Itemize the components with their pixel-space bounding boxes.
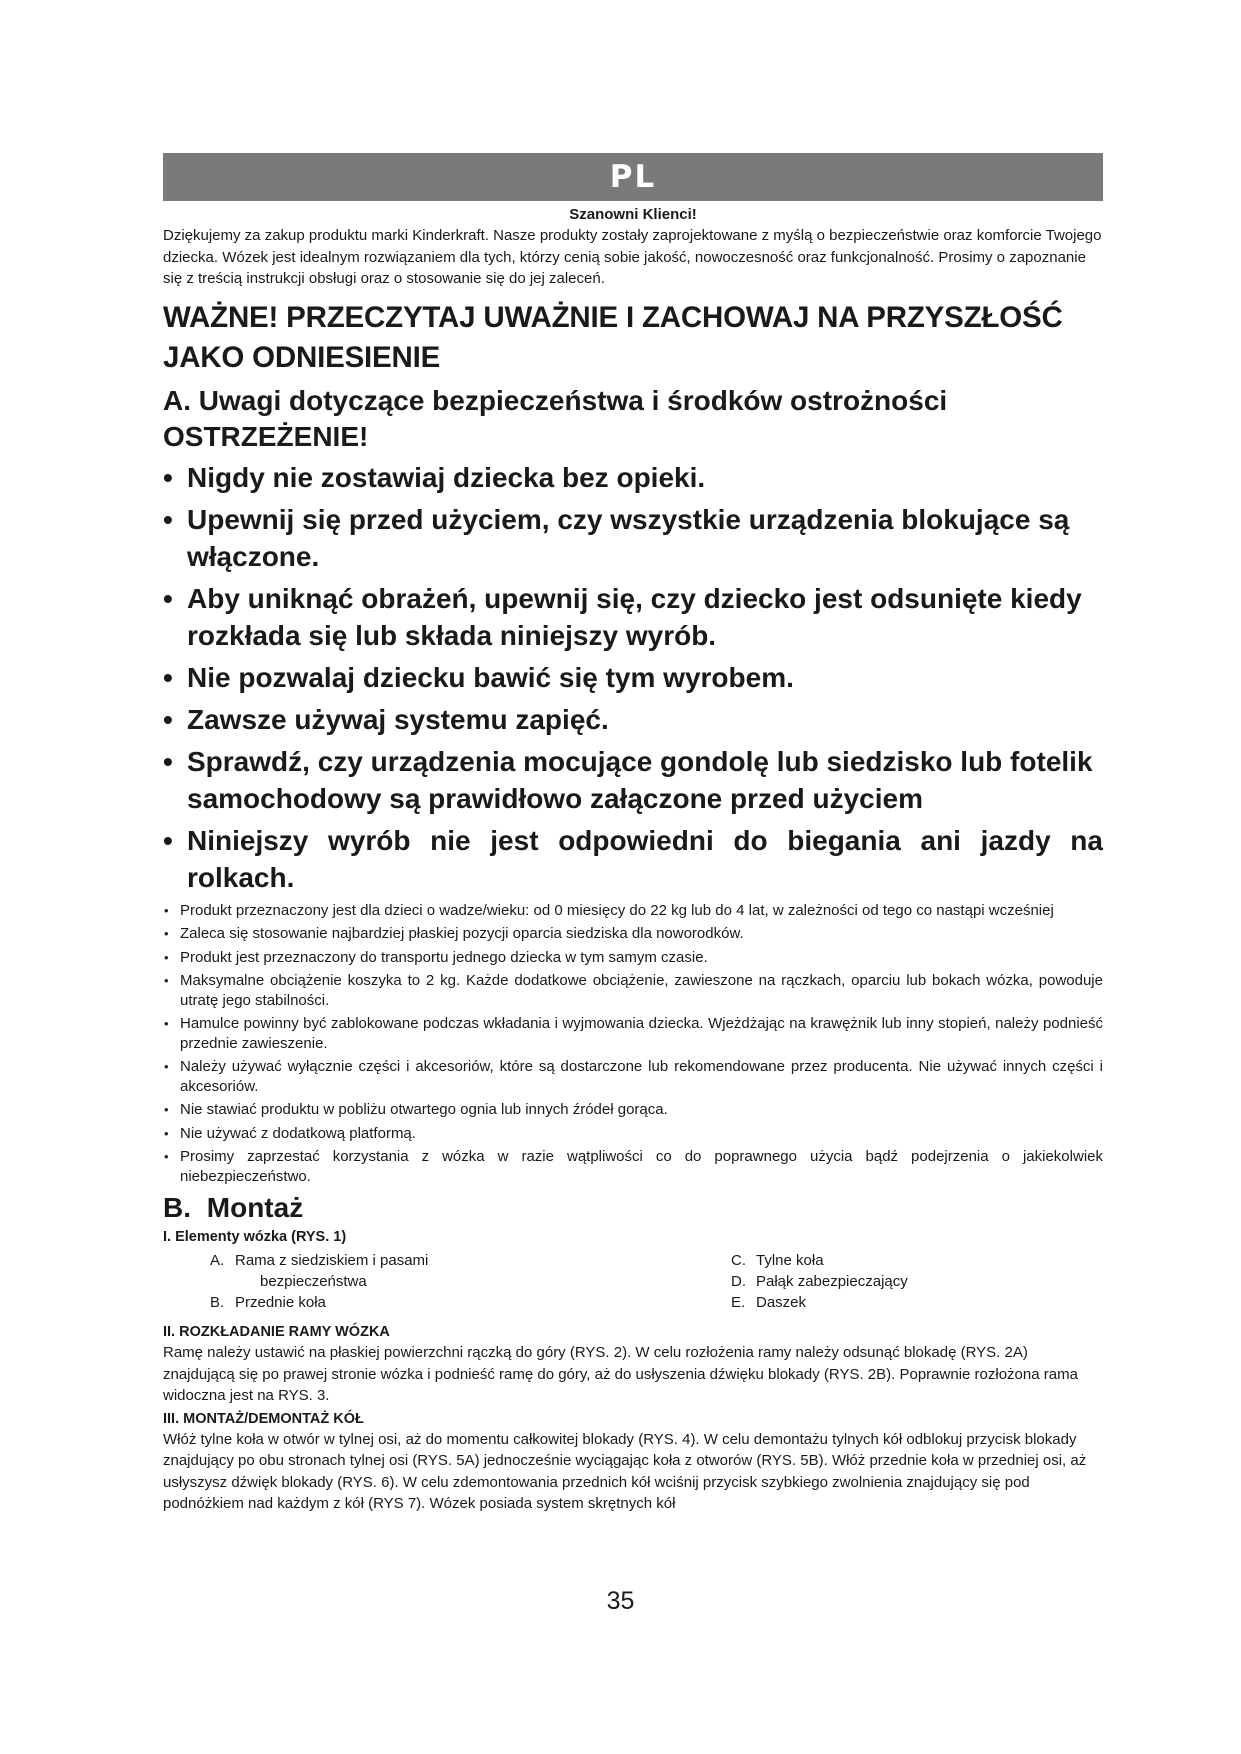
warning-item: • Nie pozwalaj dziecku bawić się tym wyrobem. (163, 659, 1103, 696)
note-item: • Nie używać z dodatkową platformą. (164, 1124, 416, 1142)
bullet-icon: • (163, 661, 173, 693)
warning-item: • Nigdy nie zostawiaj dziecka bez opieki. (163, 459, 1103, 496)
stroller-elements-list (163, 1250, 1103, 1320)
note-item: • Produkt przeznaczony jest dla dzieci o wadze/wieku: od 0 miesięcy do 22 kg lub do 4 lat, w zależności od tego co nastąpi wcześniej (164, 901, 1054, 919)
warning-item: • Sprawdź, czy urządzenia mocujące gondolę lub siedzisko lub fotelik samochodowy są prawidłowo załączone przed użyciem (163, 743, 1103, 817)
note-item: • Prosimy zaprzestać korzystania z wózka w razie wątpliwości co do poprawnego użycia bądź podejrzenia o jakiekolwiek niebezpieczeństwo. (164, 1148, 1103, 1185)
bullet-icon: • (164, 949, 169, 965)
element-item: B. Przednie koła (210, 1294, 326, 1311)
intro-paragraph: Dziękujemy za zakup produktu marki Kinderkraft. Nasze produkty zostały zaprojektowane z myślą o bezpieczeństwie oraz komforcie Twojego dziecka. Wózek jest idealnym rozwiązaniem dla tych, którzy cenią sobie jakość, nowoczesność oraz funkcjonalność. Prosimy o zapoznanie się z treścią instrukcji obsługi oraz o stosowanie się do jej zaleceń. (163, 227, 1102, 287)
notes-list (163, 901, 1103, 1187)
bullet-icon: • (164, 1125, 169, 1141)
bullet-icon: • (164, 1102, 169, 1117)
element-item: E. Daszek (731, 1294, 807, 1311)
elements-heading: I. Elementy wózka (RYS. 1) (163, 1229, 347, 1245)
bullet-icon: • (163, 503, 173, 535)
bullet-icon: • (163, 582, 173, 614)
note-item: • Zaleca się stosowanie najbardziej płaskiej pozycji oparcia siedziska dla noworodków. (164, 925, 744, 942)
manual-page (163, 153, 1103, 1515)
element-item: C. Tylne koła (731, 1252, 824, 1269)
section-b-title: B. Montaż (163, 1192, 304, 1223)
bullet-icon: • (163, 703, 173, 735)
element-item: A. Rama z siedziskiem i pasami (210, 1252, 429, 1269)
bullet-icon: • (163, 824, 173, 856)
page-number: 35 (606, 1587, 635, 1615)
element-item: D. Pałąk zabezpieczający (731, 1273, 908, 1290)
warning-item: • Niniejszy wyrób nie jest odpowiedni do biegania ani jazdy na rolkach. (163, 822, 1103, 896)
warning-title: OSTRZEŻENIE! (163, 420, 369, 452)
note-item: • Produkt jest przeznaczony do transportu jednego dziecka w tym samym czasie. (164, 948, 708, 966)
wheels-heading: III. MONTAŻ/DEMONTAŻ KÓŁ (163, 1410, 364, 1427)
note-item: • Należy używać wyłącznie części i akcesoriów, które są dostarczone lub rekomendowane przez producenta. Nie używać innych części i akcesoriów. (164, 1058, 1103, 1095)
warning-item: • Zawsze używaj systemu zapięć. (163, 701, 1103, 738)
important-notice: WAŻNE! PRZECZYTAJ UWAŻNIE I ZACHOWAJ NA PRZYSZŁOŚĆ JAKO ODNIESIENIE (163, 300, 1063, 374)
unfold-heading: II. ROZKŁADANIE RAMY WÓZKA (163, 1324, 390, 1340)
unfold-paragraph: Ramę należy ustawić na płaskiej powierzchni rączką do góry (RYS. 2). W celu rozłożenia ramy należy odsunąć blokadę (RYS. 2A) znajdującą się po prawej stronie wózka i podnieść ramę do góry, aż do usłyszenia dźwięku blokady (RYS. 2B). Poprawnie rozłożona rama widoczna jest na RYS. 3. (163, 1344, 1078, 1404)
bullet-icon: • (164, 926, 169, 941)
note-item: • Nie stawiać produktu w pobliżu otwartego ognia lub innych źródeł gorąca. (164, 1101, 668, 1118)
element-item-continuation: bezpieczeństwa (260, 1273, 367, 1290)
bullet-icon: • (163, 745, 173, 777)
language-header-bar: PL (163, 153, 1103, 201)
note-item: • Maksymalne obciążenie koszyka to 2 kg. Każde dodatkowe obciążenie, zawieszone na rączkach, oparciu lub bokach wózka, powoduje utratę jego stabilności. (164, 972, 1103, 1009)
warning-item: • Upewnij się przed użyciem, czy wszystkie urządzenia blokujące są włączone. (163, 501, 1103, 575)
wheels-paragraph: Włóż tylne koła w otwór w tylnej osi, aż do momentu całkowitej blokady (RYS. 4). W celu demontażu tylnych kół odblokuj przycisk blokady znajdujący po obu stronach tylnej osi (RYS. 5A) jednocześnie wyciągając koła z otworów (RYS. 5B). Włóż przednie koła w przedniej osi, aż usłyszysz dźwięk blokady (RYS. 6). W celu zdemontowania przednich kół wciśnij przycisk szybkiego zwolnienia znajdujący się pod podnóżkiem nad każdym z kół (RYS 7). Wózek posiada system skrętnych kół (163, 1430, 1087, 1512)
bullet-icon: • (164, 973, 169, 988)
warning-list (163, 459, 1103, 896)
bullet-icon: • (164, 1059, 169, 1074)
warning-item: • Aby uniknąć obrażeń, upewnij się, czy dziecko jest odsunięte kiedy rozkłada się lub składa niniejszy wyrób. (163, 580, 1103, 654)
note-item: • Hamulce powinny być zablokowane podczas wkładania i wyjmowania dziecka. Wjeżdżając na krawężnik lub inny stopień, należy podnieść przednie zawieszenie. (164, 1015, 1103, 1052)
bullet-icon: • (164, 1016, 169, 1031)
bullet-icon: • (164, 902, 169, 918)
section-a-title: A. Uwagi dotyczące bezpieczeństwa i środków ostrożności (163, 384, 948, 416)
greeting: Szanowni Klienci! (569, 206, 697, 223)
bullet-icon: • (164, 1149, 169, 1164)
bullet-icon: • (163, 461, 173, 493)
